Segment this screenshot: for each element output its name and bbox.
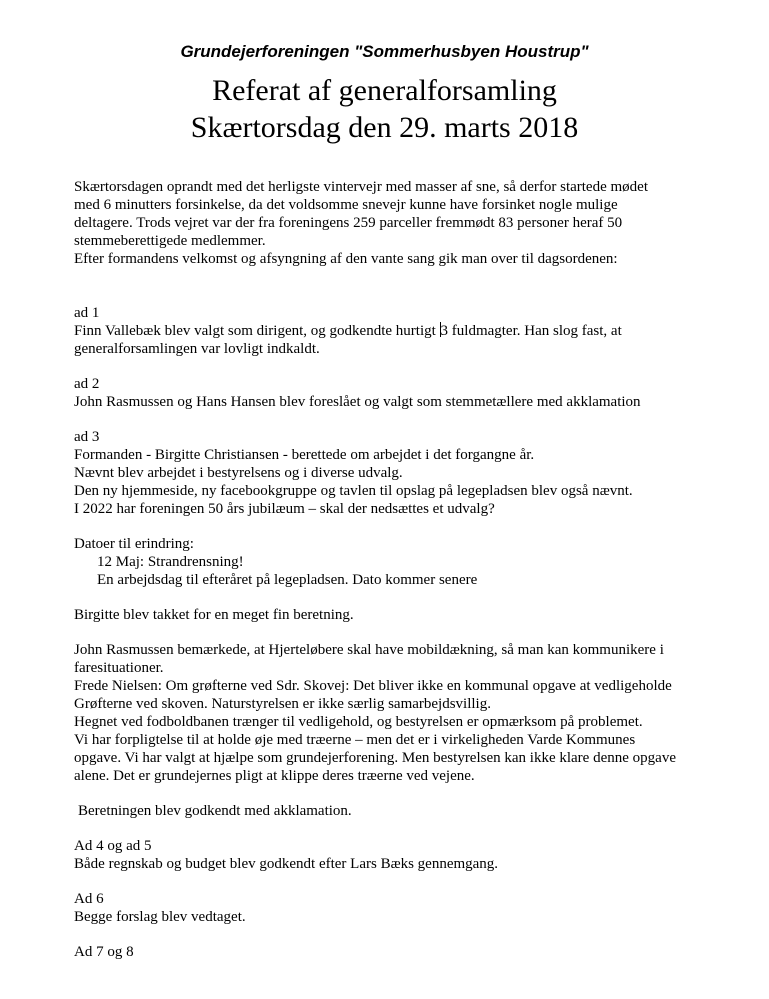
intro-line: med 6 minutters forsinkelse, da det voldsomme snevejr kunne have forsinket nogle mulige bbox=[74, 197, 618, 213]
comment-line: John Rasmussen bemærkede, at Hjerteløbere skal have mobildækning, så man kan kommunikere i bbox=[74, 642, 664, 658]
intro-line: Efter formandens velkomst og afsyngning af den vante sang gik man over til dagsordenen: bbox=[74, 251, 618, 267]
date-item: 12 Maj: Strandrensning! bbox=[97, 554, 244, 570]
agenda-heading: ad 1 bbox=[74, 305, 100, 321]
agenda-item-2 bbox=[74, 375, 714, 411]
agenda-heading: ad 3 bbox=[74, 429, 100, 445]
thanks-text: Birgitte blev takket for en meget fin beretning. bbox=[74, 607, 354, 623]
intro-section bbox=[74, 178, 714, 268]
agenda-heading: Ad 6 bbox=[74, 891, 104, 907]
agenda-text: Nævnt blev arbejdet i bestyrelsens og i diverse udvalg. bbox=[74, 465, 403, 481]
agenda-item-4-5 bbox=[74, 837, 714, 873]
comment-line: faresituationer. bbox=[74, 660, 164, 676]
comment-line: Hegnet ved fodboldbanen trænger til vedligehold, og bestyrelsen er opmærksom på problemet. bbox=[74, 714, 643, 730]
intro-line: Skærtorsdagen oprandt med det herligste vintervejr med masser af sne, så derfor startede mødet bbox=[74, 179, 648, 195]
document-title: Referat af generalforsamling bbox=[212, 74, 557, 107]
dates-heading: Datoer til erindring: bbox=[74, 536, 194, 552]
agenda-heading: Ad 7 og 8 bbox=[74, 944, 134, 960]
intro-line: deltagere. Trods vejret var der fra foreningens 259 parceller fremmødt 83 personer heraf 50 bbox=[74, 215, 623, 231]
agenda-text: John Rasmussen og Hans Hansen blev foreslået og valgt som stemmetællere med akklamation bbox=[74, 394, 641, 410]
agenda-text: I 2022 har foreningen 50 års jubilæum – skal der nedsættes et udvalg? bbox=[74, 501, 495, 517]
agenda-item-6 bbox=[74, 890, 714, 926]
comment-line: Frede Nielsen: Om grøfterne ved Sdr. Skovej: Det bliver ikke en kommunal opgave at vedligeholde bbox=[74, 678, 672, 694]
agenda-item-3 bbox=[74, 428, 714, 820]
comment-line: alene. Det er grundejernes pligt at klippe deres træerne ved vejene. bbox=[74, 768, 475, 784]
comment-line: Vi har forpligtelse til at holde øje med træerne – men det er i virkeligheden Varde Kommunes bbox=[74, 732, 636, 748]
date-item: En arbejdsdag til efteråret på legepladsen. Dato kommer senere bbox=[97, 572, 478, 588]
agenda-text: Den ny hjemmeside, ny facebookgruppe og tavlen til opslag på legepladsen blev også nævnt. bbox=[74, 483, 633, 499]
agenda-text: generalforsamlingen var lovligt indkaldt. bbox=[74, 341, 320, 357]
agenda-text: Både regnskab og budget blev godkendt efter Lars Bæks gennemgang. bbox=[74, 856, 499, 872]
document-date-title: Skærtorsdag den 29. marts 2018 bbox=[190, 111, 579, 144]
agenda-item-1 bbox=[74, 304, 714, 358]
agenda-heading: ad 2 bbox=[74, 376, 100, 392]
agenda-text: Formanden - Birgitte Christiansen - berettede om arbejdet i det forgangne år. bbox=[74, 447, 535, 463]
agenda-text: Begge forslag blev vedtaget. bbox=[74, 909, 246, 925]
organization-name: Grundejerforeningen "Sommerhusbyen Houstrup" bbox=[180, 42, 589, 61]
intro-line: stemmeberettigede medlemmer. bbox=[74, 233, 266, 249]
comment-line: Grøfterne ved skoven. Naturstyrelsen er ikke særlig samarbejdsvillig. bbox=[74, 696, 491, 712]
comment-line: opgave. Vi har valgt at hjælpe som grundejerforening. Men bestyrelsen kan ikke klare denne opgave bbox=[74, 750, 676, 766]
agenda-text[interactable]: Finn Vallebæk blev valgt som dirigent, og godkendte hurtigt 3 fuldmagter. Han slog fast, at bbox=[74, 323, 622, 339]
document-body bbox=[74, 178, 714, 961]
agenda-item-7-8 bbox=[74, 943, 714, 961]
agenda-heading: Ad 4 og ad 5 bbox=[74, 838, 152, 854]
approval-text: Beretningen blev godkendt med akklamation. bbox=[78, 803, 352, 819]
